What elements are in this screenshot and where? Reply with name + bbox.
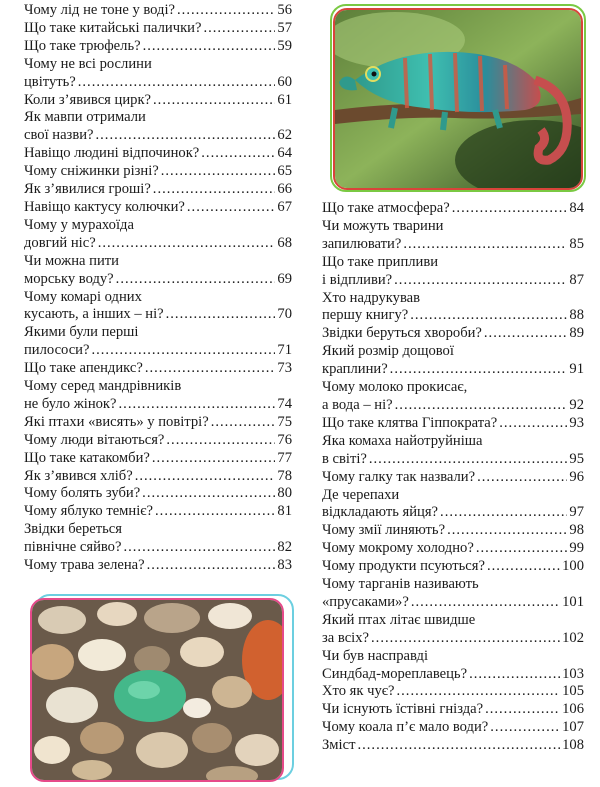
toc-entry-line <box>322 540 584 558</box>
toc-page-number: 98 <box>569 522 584 539</box>
chameleon-illustration <box>335 10 581 188</box>
toc-page-number: 84 <box>569 200 584 216</box>
toc-entry-line <box>322 594 584 612</box>
toc-page-number: 76 <box>277 431 292 448</box>
toc-leader-dots <box>447 522 567 540</box>
toc-entry-line <box>24 360 292 378</box>
toc-entry-line <box>322 218 584 236</box>
toc-entry-line <box>322 683 584 701</box>
toc-entry-line <box>24 181 292 199</box>
toc-leader-dots <box>203 20 275 38</box>
toc-entry-line <box>322 397 584 415</box>
toc-page-number: 71 <box>277 342 292 359</box>
toc-entry-title: Який розмір дощової <box>322 343 454 360</box>
toc-entry-line <box>24 432 292 450</box>
toc-leader-dots <box>490 719 560 737</box>
toc-entry[interactable] <box>322 701 584 719</box>
toc-entry-title: а вода – ні? <box>322 396 393 413</box>
toc-leader-dots <box>135 468 276 486</box>
toc-page-number: 92 <box>569 396 584 413</box>
toc-entry-line <box>24 503 292 521</box>
toc-entry-line <box>24 306 292 324</box>
toc-entry[interactable] <box>24 289 292 325</box>
toc-leader-dots <box>395 397 568 415</box>
toc-leader-dots <box>390 361 568 379</box>
toc-leader-dots <box>177 2 275 20</box>
toc-entry-title: Зміст <box>322 737 356 754</box>
toc-entry-line <box>322 576 584 594</box>
toc-entry-title: Як мавпи отримали <box>24 109 146 126</box>
toc-entry[interactable] <box>322 648 584 684</box>
toc-leader-dots <box>499 415 567 433</box>
toc-entry-line <box>24 2 292 20</box>
toc-entry-title: Де черепахи <box>322 486 400 503</box>
toc-page-number: 102 <box>562 629 584 646</box>
toc-entry-line <box>322 504 584 522</box>
toc-entry[interactable] <box>322 683 584 701</box>
toc-entry-line <box>24 20 292 38</box>
toc-entry-title: Яка комаха найотруйніша <box>322 432 483 449</box>
toc-leader-dots <box>142 485 275 503</box>
toc-leader-dots <box>166 306 276 324</box>
toc-entry-title: Синдбад-мореплавець? <box>322 665 468 682</box>
toc-entry-title: Чому молоко прокисає, <box>322 379 468 396</box>
toc-page-number: 74 <box>277 395 292 412</box>
toc-entry-title: запилювати? <box>322 235 402 252</box>
toc-entry-line <box>24 199 292 217</box>
toc-entry-line <box>322 361 584 379</box>
toc-page-number: 100 <box>562 558 584 575</box>
toc-leader-dots <box>78 74 276 92</box>
toc-leader-dots <box>369 451 568 469</box>
toc-leader-dots <box>403 236 567 254</box>
toc-entry-title: за всіх? <box>322 629 370 646</box>
toc-entry-line <box>24 539 292 557</box>
toc-entry-title: Що таке атмосфера? <box>322 200 450 216</box>
toc-entry-line <box>24 253 292 271</box>
toc-entry-line <box>24 109 292 127</box>
toc-entry-title: Чи можна пити <box>24 252 119 269</box>
toc-entry-line <box>322 254 584 272</box>
toc-page-number: 87 <box>569 271 584 288</box>
toc-entry-title: Які птахи «висять» у повітрі? <box>24 413 209 430</box>
toc-entry-line <box>24 342 292 360</box>
pebbles-photo <box>30 598 284 782</box>
toc-entry[interactable] <box>322 343 584 379</box>
toc-entry[interactable] <box>322 433 584 469</box>
toc-entry[interactable] <box>24 378 292 414</box>
toc-page-number: 61 <box>277 91 292 108</box>
toc-entry[interactable] <box>322 200 584 218</box>
toc-leader-dots <box>411 594 560 612</box>
toc-entry[interactable] <box>24 557 292 575</box>
toc-entry-title: Чи був насправді <box>322 647 429 664</box>
toc-entry-line <box>322 379 584 397</box>
toc-page-number: 101 <box>562 593 584 610</box>
toc-entry-line <box>24 127 292 145</box>
toc-leader-dots <box>152 450 276 468</box>
toc-page-number: 73 <box>277 360 292 377</box>
toc-page-number: 89 <box>569 325 584 342</box>
toc-entry-title: Як з’явився хліб? <box>24 467 133 484</box>
toc-entry[interactable] <box>322 576 584 612</box>
toc-entry-title: Чому галку так назвали? <box>322 468 476 485</box>
toc-entry-title: Чому продукти псуються? <box>322 558 485 575</box>
toc-entry-title: і відпливи? <box>322 271 393 288</box>
toc-page-number: 80 <box>277 485 292 502</box>
toc-page-number: 69 <box>277 270 292 287</box>
toc-entry-title: Який птах літає швидше <box>322 611 476 628</box>
toc-entry-title: Навіщо людині відпочинок? <box>24 145 200 162</box>
toc-entry-line <box>322 487 584 505</box>
toc-page-number: 103 <box>562 665 584 682</box>
toc-entry[interactable] <box>24 38 292 56</box>
toc-entry-title: Що таке клятва Гіппократа? <box>322 414 498 431</box>
toc-entry-line <box>24 396 292 414</box>
toc-leader-dots <box>153 92 275 110</box>
toc-entry-line <box>322 451 584 469</box>
toc-entry-line <box>24 485 292 503</box>
toc-leader-dots <box>161 163 276 181</box>
toc-entry-line <box>322 307 584 325</box>
toc-entry-title: краплини? <box>322 361 388 378</box>
toc-page-number: 67 <box>277 198 292 215</box>
toc-page-number: 68 <box>277 234 292 251</box>
toc-entry-title: Чи можуть тварини <box>322 217 444 234</box>
toc-entry-title: Чому змії линяють? <box>322 522 446 539</box>
toc-entry-line <box>24 163 292 181</box>
toc-leader-dots <box>469 666 560 684</box>
toc-leader-dots <box>116 271 276 289</box>
toc-entry-title: морську воду? <box>24 270 114 287</box>
toc-entry-title: Хто надрукував <box>322 289 421 306</box>
toc-entry-line <box>24 92 292 110</box>
toc-entry-line <box>322 325 584 343</box>
toc-page-number: 77 <box>277 449 292 466</box>
toc-entry-title: Чому коала п’є мало води? <box>322 719 489 736</box>
toc-entry-title: «прусаками»? <box>322 593 409 610</box>
toc-page-number: 66 <box>277 181 292 198</box>
toc-entry-title: Коли з’явився цирк? <box>24 91 152 108</box>
toc-entry[interactable] <box>322 254 584 290</box>
toc-entry-line <box>24 557 292 575</box>
toc-leader-dots <box>477 469 567 487</box>
toc-entry[interactable] <box>322 719 584 737</box>
toc-entry[interactable] <box>322 325 584 343</box>
toc-page-number: 108 <box>562 737 584 754</box>
toc-entry-title: Чому сніжинки різні? <box>24 163 159 180</box>
toc-entry[interactable] <box>24 450 292 468</box>
toc-entry[interactable] <box>24 324 292 360</box>
toc-entry-title: в світі? <box>322 450 367 467</box>
toc-entry[interactable] <box>24 253 292 289</box>
toc-leader-dots <box>91 342 275 360</box>
toc-entry-line <box>322 719 584 737</box>
toc-entry-title: Чому комарі одних <box>24 288 142 305</box>
toc-entry[interactable] <box>24 432 292 450</box>
toc-entry-title: Що таке катакомби? <box>24 449 150 466</box>
toc-entry-title: Як з’явилися гроші? <box>24 181 151 198</box>
toc-entry[interactable] <box>24 521 292 557</box>
toc-entry-title: свої назви? <box>24 127 94 144</box>
toc-page-number: 75 <box>277 413 292 430</box>
toc-page-number: 106 <box>562 701 584 718</box>
toc-entry-title: Навіщо кактусу колючки? <box>24 198 185 215</box>
toc-entry-line <box>24 289 292 307</box>
toc-entry[interactable] <box>322 522 584 540</box>
toc-entry-line <box>322 666 584 684</box>
toc-entry-title: Чому не всі рослини <box>24 55 152 72</box>
toc-page-number: 83 <box>277 557 292 574</box>
toc-entry-title: Що таке припливи <box>322 253 439 270</box>
toc-page-number: 70 <box>277 306 292 323</box>
toc-entry[interactable] <box>322 415 584 433</box>
toc-entry[interactable] <box>24 485 292 503</box>
toc-entry-line <box>322 648 584 666</box>
toc-entry-line <box>322 200 584 218</box>
toc-page-number: 81 <box>277 503 292 520</box>
toc-entry-title: Чому болять зуби? <box>24 485 141 502</box>
toc-leader-dots <box>155 503 275 521</box>
toc-entry-title: пилососи? <box>24 342 90 359</box>
toc-entry-title: Чому тарганів називають <box>322 576 479 593</box>
toc-leader-dots <box>201 145 275 163</box>
toc-page-number: 105 <box>562 683 584 700</box>
toc-page-number: 60 <box>277 73 292 90</box>
toc-entry-line <box>322 630 584 648</box>
toc-entry-line <box>24 468 292 486</box>
toc-leader-dots <box>98 235 276 253</box>
toc-leader-dots <box>211 414 276 432</box>
toc-left-column <box>24 2 292 575</box>
toc-leader-dots <box>476 540 568 558</box>
toc-page-number: 56 <box>277 2 292 18</box>
toc-page-number: 91 <box>569 361 584 378</box>
toc-leader-dots <box>143 38 276 56</box>
toc-entry-line <box>24 324 292 342</box>
toc-page-number: 107 <box>562 719 584 736</box>
toc-page-number: 57 <box>277 19 292 36</box>
toc-entry-title: Якими були перші <box>24 324 139 341</box>
toc-entry[interactable] <box>24 217 292 253</box>
toc-entry-line <box>24 378 292 396</box>
toc-page-number: 97 <box>569 504 584 521</box>
toc-entry[interactable] <box>24 181 292 199</box>
toc-entry-title: Звідки береться <box>24 521 122 538</box>
toc-page-number: 78 <box>277 467 292 484</box>
toc-entry-line <box>24 217 292 235</box>
toc-entry-title: відкладають яйця? <box>322 504 439 521</box>
toc-page-number: 99 <box>569 540 584 557</box>
toc-entry-line <box>24 74 292 92</box>
toc-leader-dots <box>394 272 567 290</box>
toc-entry-line <box>322 290 584 308</box>
toc-entry-line <box>322 701 584 719</box>
toc-entry-title: Що таке апендикс? <box>24 360 143 377</box>
toc-page-number: 95 <box>569 450 584 467</box>
toc-entry-line <box>24 414 292 432</box>
toc-entry-title: цвітуть? <box>24 73 76 90</box>
toc-leader-dots <box>145 360 276 378</box>
toc-entry[interactable] <box>322 469 584 487</box>
toc-entry[interactable] <box>322 612 584 648</box>
toc-entry[interactable] <box>24 109 292 145</box>
toc-entry-title: Чому яблуко темніє? <box>24 503 154 520</box>
toc-entry-line <box>24 271 292 289</box>
toc-right-column <box>322 200 584 755</box>
toc-entry[interactable] <box>24 56 292 92</box>
toc-page-number: 62 <box>277 127 292 144</box>
toc-entry-title: довгий ніс? <box>24 234 96 251</box>
toc-entry-title: першу книгу? <box>322 307 409 324</box>
toc-leader-dots <box>147 557 276 575</box>
pebbles-illustration <box>32 600 282 780</box>
toc-page-number: 88 <box>569 307 584 324</box>
toc-page-number: 85 <box>569 235 584 252</box>
toc-entry[interactable] <box>24 503 292 521</box>
toc-entry[interactable] <box>24 414 292 432</box>
toc-leader-dots <box>123 539 275 557</box>
toc-entry-line <box>322 236 584 254</box>
toc-entry[interactable] <box>322 487 584 523</box>
toc-leader-dots <box>452 200 568 218</box>
toc-entry-line <box>24 235 292 253</box>
toc-entry-title: кусають, а інших – ні? <box>24 306 164 323</box>
toc-entry-line <box>24 450 292 468</box>
toc-entry-title: Чи існують їстівні гнізда? <box>322 701 484 718</box>
toc-page-number: 65 <box>277 163 292 180</box>
toc-entry-line <box>322 433 584 451</box>
toc-page-number: 64 <box>277 145 292 162</box>
toc-leader-dots <box>485 701 560 719</box>
toc-entry-line <box>322 612 584 630</box>
toc-page-number: 96 <box>569 468 584 485</box>
toc-entry-line <box>24 145 292 163</box>
toc-entry-line <box>322 558 584 576</box>
toc-leader-dots <box>397 683 561 701</box>
toc-entry-title: Що таке китайські палички? <box>24 19 202 36</box>
toc-entry[interactable] <box>24 199 292 217</box>
toc-leader-dots <box>153 181 276 199</box>
toc-entry-line <box>322 469 584 487</box>
toc-leader-dots <box>440 504 567 522</box>
toc-leader-dots <box>187 199 276 217</box>
chameleon-photo <box>333 8 583 190</box>
toc-entry[interactable] <box>24 145 292 163</box>
toc-entry[interactable] <box>24 163 292 181</box>
toc-entry[interactable] <box>24 2 292 20</box>
toc-entry[interactable] <box>322 379 584 415</box>
toc-entry-title: Чому люди вітаються? <box>24 431 165 448</box>
toc-leader-dots <box>371 630 560 648</box>
toc-entry[interactable] <box>322 558 584 576</box>
toc-entry-line <box>24 56 292 74</box>
toc-entry-title: не було жінок? <box>24 395 117 412</box>
toc-entry-title: Чому серед мандрівників <box>24 378 182 395</box>
toc-entry[interactable] <box>322 290 584 326</box>
toc-entry[interactable] <box>322 540 584 558</box>
toc-leader-dots <box>166 432 275 450</box>
toc-entry-line <box>322 343 584 361</box>
toc-leader-dots <box>357 737 560 755</box>
toc-page-number: 82 <box>277 539 292 556</box>
toc-entry[interactable] <box>322 218 584 254</box>
toc-entry[interactable] <box>24 468 292 486</box>
toc-entry[interactable] <box>24 360 292 378</box>
toc-entry-line <box>322 272 584 290</box>
toc-leader-dots <box>119 396 276 414</box>
toc-entry-line <box>24 521 292 539</box>
toc-leader-dots <box>484 325 568 343</box>
toc-entry[interactable] <box>24 92 292 110</box>
toc-page-number: 93 <box>569 414 584 431</box>
toc-entry-line <box>322 415 584 433</box>
toc-entry[interactable] <box>322 737 584 755</box>
toc-page-number: 59 <box>277 37 292 54</box>
toc-leader-dots <box>487 558 560 576</box>
toc-entry-title: Чому мокрому холодно? <box>322 540 474 557</box>
toc-leader-dots <box>410 307 567 325</box>
toc-entry-line <box>24 38 292 56</box>
toc-entry-title: Чому трава зелена? <box>24 557 145 574</box>
toc-entry-title: Чому лід не тоне у воді? <box>24 2 176 18</box>
toc-entry-line <box>322 737 584 755</box>
toc-entry-title: Чому у мурахоїда <box>24 216 134 233</box>
toc-entry-title: Що таке трюфель? <box>24 37 141 54</box>
toc-entry-title: Звідки беруться хвороби? <box>322 325 482 342</box>
toc-entry[interactable] <box>24 20 292 38</box>
toc-entry-title: Хто як чує? <box>322 683 395 700</box>
toc-entry-line <box>322 522 584 540</box>
toc-entry-title: північне сяйво? <box>24 539 122 556</box>
toc-leader-dots <box>96 127 276 145</box>
